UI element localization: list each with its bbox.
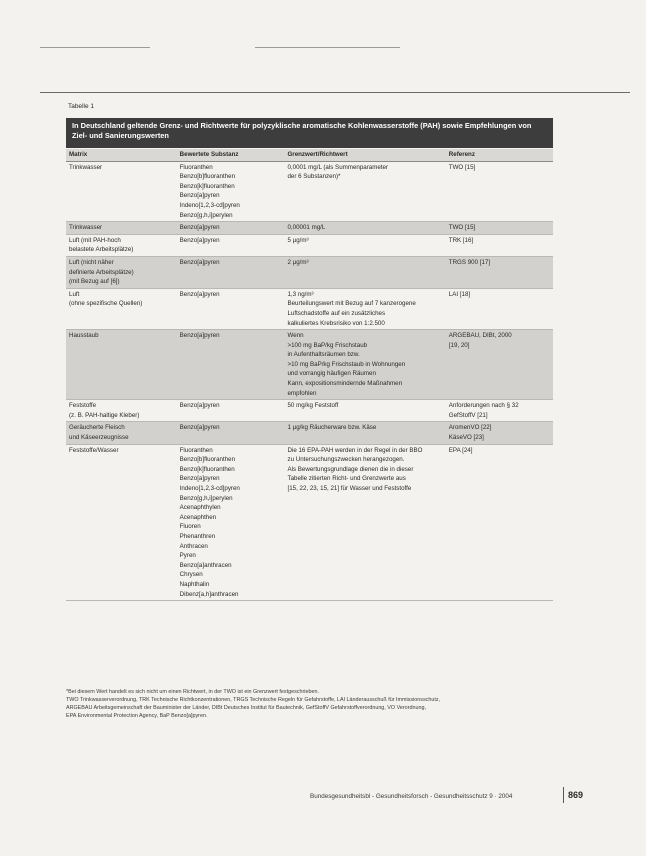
cell-reference-line: TRGS 900 [17]	[448, 258, 491, 266]
cell-value	[284, 400, 445, 422]
cell-value-line: 50 mg/kg Feststoff	[287, 402, 339, 410]
cell-value-line: 1 µg/kg Räucherware bzw. Käse	[287, 424, 377, 432]
cell-substance-line: Anthracen	[179, 542, 208, 550]
cell-reference-line: Anforderungen nach § 32	[448, 402, 519, 410]
cell-value-line: Die 16 EPA-PAH werden in der Regel in der BBO	[287, 446, 423, 454]
cell-value-line: >100 mg BaP/kg Frischstaub	[287, 341, 368, 349]
cell-substance-line: Benzo[a]pyren	[179, 402, 220, 410]
cell-substance-line: Benzo[a]pyren	[179, 224, 220, 232]
header-matrix: Matrix	[66, 149, 177, 161]
table-row	[66, 444, 553, 601]
cell-substance-line: Benzo[a]anthracen	[179, 561, 232, 569]
cell-matrix	[66, 256, 177, 288]
cell-matrix	[66, 400, 177, 422]
cell-matrix-line: Geräucherte Fleisch	[69, 424, 125, 432]
page-number: 869	[568, 790, 584, 800]
cell-value	[284, 422, 445, 444]
cell-matrix-line: definierte Arbeitsplätze)	[69, 268, 134, 276]
table-header-row	[66, 149, 553, 161]
cell-value-line: Kann, expositionsmindernde Maßnahmen	[287, 380, 403, 388]
table-row	[66, 400, 553, 422]
cell-value	[284, 444, 445, 601]
cell-substance-line: Benzo[b]fluoranthen	[179, 173, 236, 181]
cell-reference	[446, 222, 553, 235]
table-label: Tabelle 1	[68, 103, 95, 110]
cell-reference	[446, 288, 553, 329]
table-row	[66, 288, 553, 329]
cell-matrix-line: Hausstaub	[69, 332, 99, 340]
cell-substance	[177, 422, 285, 444]
cell-substance-line: Pyren	[179, 552, 196, 560]
cell-reference	[446, 256, 553, 288]
cell-substance-line: Acenaphthylen	[179, 504, 221, 512]
cell-value	[284, 234, 445, 256]
cell-substance-line: Fluoranthen	[179, 446, 213, 454]
cell-value-line: empfohlen	[287, 389, 317, 397]
cell-value-line: 1,3 ng/m³	[287, 290, 314, 298]
cell-substance-line: Benzo[g,h,i]perylen	[179, 494, 233, 502]
cell-value-line: Als Bewertungsgrundlage dienen die in dieser	[287, 465, 414, 473]
cell-substance-line: Benzo[b]fluoranthen	[179, 456, 236, 464]
cell-substance	[177, 256, 285, 288]
cell-matrix-line: Feststoffe	[69, 402, 97, 410]
cell-matrix-line: Trinkwasser	[69, 163, 103, 171]
cell-reference-line: AromenVO [22]	[448, 424, 492, 432]
cell-matrix	[66, 330, 177, 400]
cell-substance-line: Benzo[a]pyren	[179, 424, 220, 432]
cell-matrix	[66, 288, 177, 329]
cell-value-line: [15, 22, 23, 15, 21] für Wasser und Feststoffe	[287, 485, 412, 492]
cell-substance-line: Phenanthren	[179, 532, 216, 540]
footnotes	[66, 688, 553, 720]
cell-substance	[177, 234, 285, 256]
cell-matrix-line: und Käseerzeugnisse	[69, 434, 129, 442]
cell-reference-line: TWO [15]	[448, 163, 476, 171]
cell-value-line: Beurteilungswert mit Bezug auf 7 kanzerogene	[287, 300, 416, 308]
scan-artifact-line	[40, 47, 150, 48]
cell-value-line: in Aufenthaltsräumen bzw.	[287, 351, 360, 359]
cell-reference-line: [19, 20]	[448, 341, 470, 349]
cell-substance-line: Benzo[k]fluoranthen	[179, 182, 235, 190]
cell-value-line: und vorrangig häufigen Räumen	[287, 370, 376, 378]
footnote-line: EPA Environmental Protection Agency, BaP Benzo[a]pyren.	[66, 713, 208, 719]
cell-substance	[177, 444, 285, 601]
header-substance: Bewertete Substanz	[177, 149, 285, 161]
table-row	[66, 161, 553, 222]
limits-table	[66, 149, 553, 601]
cell-substance-line: Dibenz[a,h]anthracen	[179, 590, 239, 598]
cell-value	[284, 288, 445, 329]
cell-substance-line: Benzo[a]pyren	[179, 236, 220, 244]
footer-divider	[563, 787, 564, 803]
cell-reference	[446, 400, 553, 422]
cell-matrix-line: (mit Bezug auf [6])	[69, 278, 120, 286]
cell-substance-line: Acenaphthen	[179, 513, 217, 521]
table-body	[66, 161, 553, 601]
table-row	[66, 330, 553, 400]
cell-value	[284, 256, 445, 288]
cell-substance-line: Benzo[a]pyren	[179, 258, 220, 266]
table-row	[66, 234, 553, 256]
scan-artifact-line	[40, 92, 630, 93]
cell-reference-line: TWO [15]	[448, 224, 476, 232]
cell-value-line: 5 µg/m³	[287, 236, 309, 244]
cell-reference	[446, 161, 553, 222]
cell-substance-line: Fluoren	[179, 523, 201, 531]
cell-value-line: kalkuliertes Krebsrisiko von 1:2.500	[287, 319, 385, 327]
cell-substance	[177, 330, 285, 400]
cell-matrix-line: (ohne spezifische Quellen)	[69, 300, 143, 308]
cell-substance-line: Fluoranthen	[179, 163, 213, 171]
cell-matrix	[66, 222, 177, 235]
cell-reference	[446, 330, 553, 400]
cell-reference-line: GefStoffV [21]	[448, 411, 488, 419]
header-value: Grenzwert/Richtwert	[284, 149, 445, 161]
cell-matrix	[66, 444, 177, 601]
cell-matrix-line: Luft (nicht näher	[69, 258, 114, 266]
cell-value-line: 0,00001 mg/L	[287, 224, 326, 232]
cell-matrix	[66, 234, 177, 256]
cell-value-line: Luftschadstoffe auf ein zusätzliches	[287, 309, 386, 317]
cell-matrix-line: Trinkwasser	[69, 224, 103, 232]
cell-substance	[177, 222, 285, 235]
cell-substance	[177, 288, 285, 329]
table-row	[66, 222, 553, 235]
cell-matrix-line: Luft (mit PAH-hoch	[69, 236, 121, 244]
header-reference: Referenz	[446, 149, 553, 161]
cell-substance-line: Benzo[a]pyren	[179, 332, 220, 340]
cell-matrix-line: Feststoffe/Wasser	[69, 446, 119, 454]
footnote-line: TWO Trinkwasserverordnung, TRK Technische Richtkonzentrationen, TRGS Technische Regeln für Gefahrstoffe, LAI Länderausschuß für Immissionsschutz,	[66, 697, 441, 703]
cell-substance-line: Benzo[k]fluoranthen	[179, 465, 235, 473]
table-title: In Deutschland geltende Grenz- und Richtwerte für polyzyklische aromatische Kohlenwasserstoffe (PAH) sowie Empfehlungen von Ziel- und Sanierungswerten	[66, 118, 553, 148]
cell-reference-line: LAI [18]	[448, 290, 471, 298]
cell-substance-line: Naphthalin	[179, 580, 210, 588]
table-row	[66, 256, 553, 288]
footnote-line: ARGEBAU Arbeitsgemeinschaft der Bauminister der Länder, DIBt Deutsches Institut für Bautechnik, GefStoffV Gefahrstoffverordnung, VO Verordnung,	[66, 705, 426, 711]
cell-reference-line: KäseVO [23]	[448, 434, 484, 442]
cell-value	[284, 222, 445, 235]
cell-matrix	[66, 161, 177, 222]
cell-matrix-line: belastete Arbeitsplätze)	[69, 246, 134, 254]
cell-value-line: >10 mg BaP/kg Frischstaub in Wohnungen	[287, 360, 406, 368]
cell-substance	[177, 400, 285, 422]
cell-substance-line: Indeno[1,2,3-cd]pyren	[179, 201, 240, 209]
scan-artifact-line	[255, 47, 400, 48]
cell-substance-line: Chrysen	[179, 571, 203, 579]
cell-matrix-line: Luft	[69, 290, 80, 298]
cell-reference	[446, 444, 553, 601]
cell-reference	[446, 422, 553, 444]
cell-value-line: Wenn	[287, 332, 304, 340]
cell-substance-line: Benzo[a]pyren	[179, 192, 220, 200]
cell-value-line: 2 µg/m³	[287, 258, 309, 266]
cell-substance-line: Benzo[a]pyren	[179, 475, 220, 483]
footnote-line: *Bei diesem Wert handelt es sich nicht um einen Richtwert, in der TWO ist ein Grenzwert festgeschrieben.	[66, 689, 319, 695]
cell-reference	[446, 234, 553, 256]
cell-value-line: zu Untersuchungszwecken herangezogen.	[287, 456, 405, 464]
cell-reference-line: TRK [16]	[448, 236, 474, 244]
cell-substance-line: Benzo[a]pyren	[179, 290, 220, 298]
cell-matrix	[66, 422, 177, 444]
cell-value-line: Tabelle zitierten Richt- und Grenzwerte aus	[287, 475, 406, 483]
cell-substance-line: Indeno[1,2,3-cd]pyren	[179, 485, 240, 492]
cell-reference-line: ARGEBAU, DIBt, 2000	[448, 332, 512, 340]
cell-value-line: 0,0001 mg/L (als Summenparameter	[287, 163, 389, 171]
table-row	[66, 422, 553, 444]
cell-value	[284, 161, 445, 222]
cell-value	[284, 330, 445, 400]
journal-footer: Bundesgesundheitsbl - Gesundheitsforsch - Gesundheitsschutz 9 · 2004	[310, 793, 513, 800]
cell-reference-line: EPA [24]	[448, 446, 473, 454]
cell-substance	[177, 161, 285, 222]
cell-matrix-line: (z. B. PAH-haltige Kleber)	[69, 411, 140, 419]
cell-value-line: der 6 Substanzen)*	[287, 173, 341, 181]
cell-substance-line: Benzo[g,h,i]perylen	[179, 211, 233, 219]
